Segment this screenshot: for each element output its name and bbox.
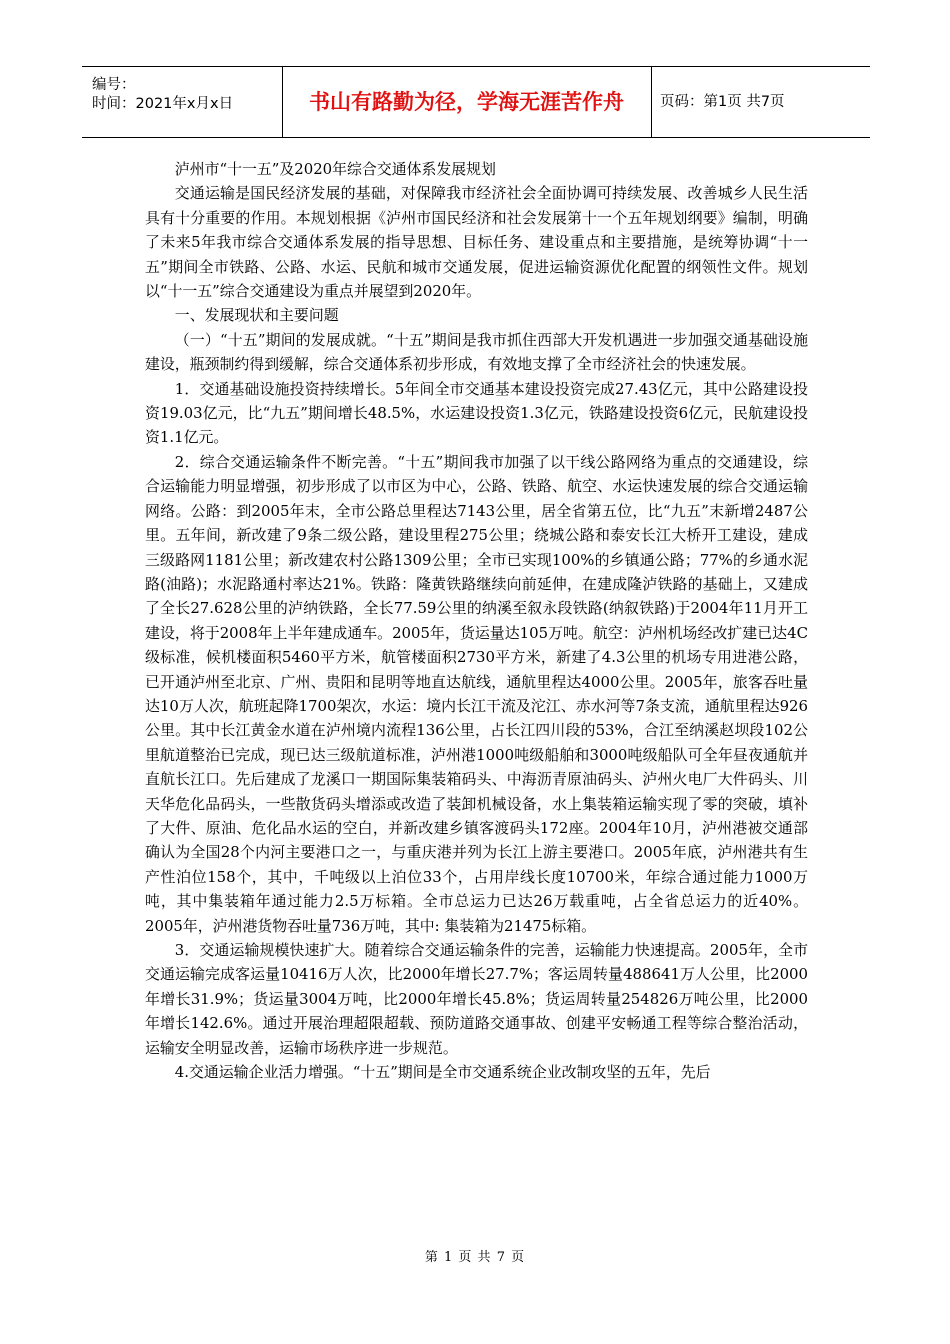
serial-number-label: 编号：: [92, 77, 136, 93]
section-heading: 一、发展现状和主要问题: [174, 306, 339, 325]
paragraph: 交通运输是国民经济发展的基础，对保障我市经济社会全面协调可持续发展、改善城乡人民生活具有十分重要的作用。本规划根据《泸州市国民经济和社会发展第十一个五年规划纲要》编制，明确了未来5年我市综合交通体系发展的指导思想、目标任务、建设重点和主要措施，是统筹协调“十一五”期间全市铁路、公路、水运、民航和城市交通发展，促进运输资源优化配置的纲领性文件。规划以“十一五”综合交通建设为重点并展望到2020年。: [145, 184, 808, 301]
header-motto: 书山有路勤为径，学海无涯苦作舟: [282, 67, 652, 137]
paragraph: 1．交通基础设施投资持续增长。5年间全市交通基本建设投资完成27.43亿元，其中公路建设投资19.03亿元，比“九五”期间增长48.5%，水运建设投资1.3亿元，铁路建设投资6亿元，民航建设投资1.1亿元。: [145, 379, 808, 447]
paragraph: 2．综合交通运输条件不断完善。“十五”期间我市加强了以干线公路网络为重点的交通建设，综合运输能力明显增强，初步形成了以市区为中心，公路、铁路、航空、水运快速发展的综合交通运输网络。公路：到2005年末，全市公路总里程达7143公里，居全省第五位，比“九五”末新增2487公里。五年间，新改建了9条二级公路，建设里程275公里；绕城公路和泰安长江大桥开工建设，建成三级路网1181公里；新改建农村公路1309公里；全市已实现100%的乡镇通公路；77%的乡通水泥路(油路)；水泥路通村率达21%。铁路：隆黄铁路继续向前延伸，在建成隆泸铁路的基础上，又建成了全长27.628公里的泸纳铁路，全长77.59公里的纳溪至叙永段铁路(纳叙铁路)于2004年11月开工建设，将于2008年上半年建成通车。2005年，货运量达105万吨。航空：泸州机场经改扩建已达4C级标准，候机楼面积5460平方米，航管楼面积2730平方米，新建了4.3公里的机场专用进港公路，已开通泸州至北京、广州、贵阳和昆明等地直达航线，通航里程达4000公里。2005年，旅客吞吐量达10万人次，航班起降1700架次，水运：境内长江干流及沱江、赤水河等7条支流，通航里程达926公里。其中长江黄金水道在泸州境内流程136公里，占长江四川段的53%，合江至纳溪赵坝段102公里航道整治已完成，现已达三级航道标准，泸州港1000吨级船舶和3000吨级船队可全年昼夜通航并直航长江口。先后建成了龙溪口一期国际集装箱码头、中海沥青原油码头、泸州火电厂大件码头、川天华危化品码头，一些散货码头增添或改造了装卸机械设备，水上集装箱运输实现了零的突破，填补了大件、原油、危化品水运的空白，并新改建乡镇客渡码头172座。2004年10月，泸州港被交通部确认为全国28个内河主要港口之一，与重庆港并列为长江上游主要港口。2005年底，泸州港共有生产性泊位158个，其中，千吨级以上泊位33个，占用岸线长度10700米，年综合通过能力1000万吨，其中集装箱年通过能力2.5万标箱。全市总运力已达26万载重吨，占全省总运力的近40%。2005年，泸州港货物吞吐量736万吨，其中: 集装箱为21475标箱。: [145, 452, 808, 935]
date-label: 时间：2021年x月x日: [92, 96, 234, 112]
paragraph: （一）“十五”期间的发展成就。“十五”期间是我市抓住西部大开发机遇进一步加强交通基础设施建设，瓶颈制约得到缓解，综合交通体系初步形成，有效地支撑了全市经济社会的快速发展。: [145, 330, 808, 374]
document-title: 泸州市“十一五”及2020年综合交通体系发展规划: [174, 160, 496, 178]
header-page-info: 页码：第1页 共7页: [660, 94, 785, 110]
page-footer: 第 1 页 共 7 页: [424, 1250, 526, 1265]
paragraph: 4.交通运输企业活力增强。“十五”期间是全市交通系统企业改制攻坚的五年，先后: [174, 1063, 711, 1082]
page-header: [82, 66, 870, 138]
document-body: [145, 157, 808, 1084]
paragraph: 3．交通运输规模快速扩大。随着综合交通运输条件的完善，运输能力快速提高。2005年，全市交通运输完成客运量10416万人次，比2000年增长27.7%；客运周转量488641万人公里，比2000年增长31.9%；货运量3004万吨，比2000年增长45.8%；货运周转量254826万吨公里，比2000年增长142.6%。通过开展治理超限超载、预防道路交通事故、创建平安畅通工程等综合整治活动，运输安全明显改善，运输市场秩序进一步规范。: [145, 941, 808, 1057]
header-meta: [82, 67, 283, 137]
